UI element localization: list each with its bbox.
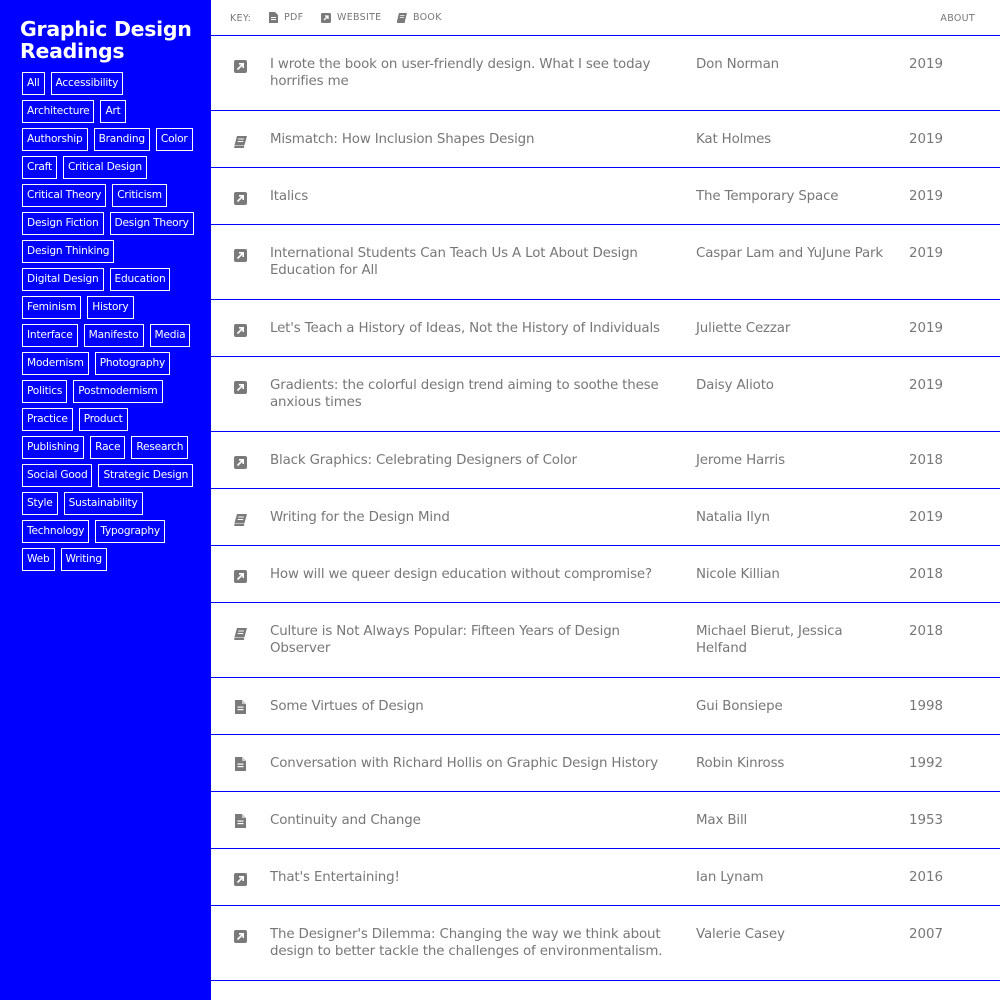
tag-web[interactable]: Web <box>22 548 55 571</box>
reading-year: 2019 <box>909 132 944 147</box>
pdf-icon <box>269 12 278 23</box>
tag-design-thinking[interactable]: Design Thinking <box>22 240 114 263</box>
reading-author: Don Norman <box>696 57 779 72</box>
reading-year: 2018 <box>909 567 944 582</box>
tag-craft[interactable]: Craft <box>22 156 57 179</box>
reading-title[interactable]: I wrote the book on user-friendly design. What I see today horrifies me <box>270 57 651 89</box>
tag-critical-design[interactable]: Critical Design <box>63 156 147 179</box>
sidebar <box>0 0 211 1000</box>
tag-product[interactable]: Product <box>79 408 128 431</box>
reading-author: Michael Bierut, Jessica Helfand <box>696 624 843 656</box>
book-icon <box>234 625 247 644</box>
reading-title[interactable]: How will we queer design education without compromise? <box>270 567 652 582</box>
key-item-label: WEBSITE <box>337 12 382 23</box>
reading-title[interactable]: The Designer's Dilemma: Changing the way we think about design to better tackle the challenges of environmentalism. <box>270 927 663 959</box>
reading-row[interactable] <box>211 300 1000 357</box>
reading-row[interactable] <box>211 225 1000 300</box>
tag-authorship[interactable]: Authorship <box>22 128 88 151</box>
key-item-book <box>397 12 442 23</box>
website-icon <box>234 322 247 341</box>
tag-postmodernism[interactable]: Postmodernism <box>73 380 162 403</box>
tag-interface[interactable]: Interface <box>22 324 78 347</box>
pdf-icon <box>235 699 246 718</box>
tag-branding[interactable]: Branding <box>94 128 150 151</box>
about-link[interactable]: ABOUT <box>940 13 975 24</box>
tag-digital-design[interactable]: Digital Design <box>22 268 104 291</box>
reading-row[interactable] <box>211 546 1000 603</box>
reading-year: 2019 <box>909 510 944 525</box>
tag-manifesto[interactable]: Manifesto <box>84 324 144 347</box>
reading-year: 2019 <box>909 321 944 336</box>
key-item-label: BOOK <box>413 12 442 23</box>
reading-author: Kat Holmes <box>696 132 771 147</box>
tag-feminism[interactable]: Feminism <box>22 296 81 319</box>
reading-author: The Temporary Space <box>696 189 839 204</box>
tag-style[interactable]: Style <box>22 492 58 515</box>
key-item-pdf <box>269 12 303 23</box>
website-icon <box>234 247 247 266</box>
tag-education[interactable]: Education <box>110 268 171 291</box>
reading-row[interactable] <box>211 603 1000 678</box>
tag-filter-list <box>20 72 200 576</box>
key-item-label: PDF <box>284 12 304 23</box>
reading-title[interactable]: Continuity and Change <box>270 813 421 828</box>
book-icon <box>234 511 247 530</box>
reading-year: 2007 <box>909 927 944 942</box>
tag-writing[interactable]: Writing <box>61 548 107 571</box>
reading-row[interactable] <box>211 36 1000 111</box>
reading-year: 1992 <box>909 756 944 771</box>
website-icon <box>234 568 247 587</box>
tag-typography[interactable]: Typography <box>95 520 165 543</box>
reading-row[interactable] <box>211 432 1000 489</box>
reading-row[interactable] <box>211 792 1000 849</box>
book-icon <box>397 13 407 23</box>
reading-year: 2019 <box>909 189 944 204</box>
reading-list-panel <box>211 0 1000 1000</box>
reading-title[interactable]: Let's Teach a History of Ideas, Not the History of Individuals <box>270 321 660 336</box>
reading-row[interactable] <box>211 357 1000 432</box>
reading-row[interactable] <box>211 735 1000 792</box>
reading-title[interactable]: Some Virtues of Design <box>270 699 424 714</box>
reading-year: 2019 <box>909 57 944 72</box>
reading-title[interactable]: Gradients: the colorful design trend aiming to soothe these anxious times <box>270 378 659 410</box>
tag-design-fiction[interactable]: Design Fiction <box>22 212 104 235</box>
tag-design-theory[interactable]: Design Theory <box>110 212 194 235</box>
key-label: KEY: <box>230 13 252 24</box>
reading-author: Ian Lynam <box>696 870 764 885</box>
reading-author: Daisy Alioto <box>696 378 774 393</box>
tag-history[interactable]: History <box>87 296 133 319</box>
reading-row[interactable] <box>211 678 1000 735</box>
tag-research[interactable]: Research <box>131 436 188 459</box>
reading-row[interactable] <box>211 849 1000 906</box>
website-icon <box>234 928 247 947</box>
pdf-icon <box>235 756 246 775</box>
reading-year: 2018 <box>909 624 944 639</box>
tag-color[interactable]: Color <box>156 128 193 151</box>
reading-row[interactable] <box>211 168 1000 225</box>
tag-art[interactable]: Art <box>100 100 125 123</box>
tag-modernism[interactable]: Modernism <box>22 352 89 375</box>
reading-title[interactable]: That's Entertaining! <box>270 870 400 885</box>
tag-media[interactable]: Media <box>150 324 191 347</box>
reading-title[interactable]: Conversation with Richard Hollis on Graphic Design History <box>270 756 658 771</box>
tag-all[interactable]: All <box>22 72 45 95</box>
tag-race[interactable]: Race <box>90 436 125 459</box>
book-icon <box>234 133 247 152</box>
reading-title[interactable]: Culture is Not Always Popular: Fifteen Years of Design Observer <box>270 624 620 656</box>
reading-row[interactable] <box>211 489 1000 546</box>
reading-title[interactable]: Italics <box>270 189 309 204</box>
reading-year: 2018 <box>909 453 944 468</box>
tag-practice[interactable]: Practice <box>22 408 73 431</box>
reading-title[interactable]: International Students Can Teach Us A Lot About Design Education for All <box>270 246 638 278</box>
reading-title[interactable]: Mismatch: How Inclusion Shapes Design <box>270 132 535 147</box>
tag-sustainability[interactable]: Sustainability <box>64 492 143 515</box>
reading-row[interactable] <box>211 906 1000 981</box>
site-title-line-1: Graphic Design <box>20 17 192 41</box>
site-title-line-2: Readings <box>20 39 125 63</box>
reading-author: Nicole Killian <box>696 567 780 582</box>
reading-author: Max Bill <box>696 813 748 828</box>
reading-title[interactable]: Black Graphics: Celebrating Designers of Color <box>270 453 577 468</box>
pdf-icon <box>235 813 246 832</box>
reading-author: Natalia Ilyn <box>696 510 770 525</box>
tag-politics[interactable]: Politics <box>22 380 67 403</box>
site-title[interactable] <box>20 18 211 62</box>
reading-author: Robin Kinross <box>696 756 785 771</box>
tag-social-good[interactable]: Social Good <box>22 464 92 487</box>
reading-year: 2016 <box>909 870 944 885</box>
reading-author: Gui Bonsiepe <box>696 699 783 714</box>
reading-author: Caspar Lam and YuJune Park <box>696 246 884 261</box>
reading-author: Valerie Casey <box>696 927 785 942</box>
website-icon <box>234 58 247 77</box>
website-icon <box>234 454 247 473</box>
website-icon <box>234 190 247 209</box>
website-icon <box>321 13 331 23</box>
reading-author: Jerome Harris <box>696 453 785 468</box>
reading-year: 2019 <box>909 246 944 261</box>
tag-accessibility[interactable]: Accessibility <box>51 72 124 95</box>
tag-critical-theory[interactable]: Critical Theory <box>22 184 106 207</box>
reading-year: 1953 <box>909 813 944 828</box>
key-bar <box>211 0 1000 36</box>
reading-year: 1998 <box>909 699 944 714</box>
tag-publishing[interactable]: Publishing <box>22 436 84 459</box>
tag-technology[interactable]: Technology <box>22 520 89 543</box>
tag-photography[interactable]: Photography <box>95 352 170 375</box>
key-item-website <box>321 12 381 23</box>
reading-row[interactable] <box>211 111 1000 168</box>
website-icon <box>234 871 247 890</box>
reading-author: Juliette Cezzar <box>696 321 791 336</box>
reading-title[interactable]: Writing for the Design Mind <box>270 510 450 525</box>
tag-architecture[interactable]: Architecture <box>22 100 94 123</box>
tag-strategic-design[interactable]: Strategic Design <box>98 464 193 487</box>
reading-year: 2019 <box>909 378 944 393</box>
tag-criticism[interactable]: Criticism <box>112 184 167 207</box>
website-icon <box>234 379 247 398</box>
